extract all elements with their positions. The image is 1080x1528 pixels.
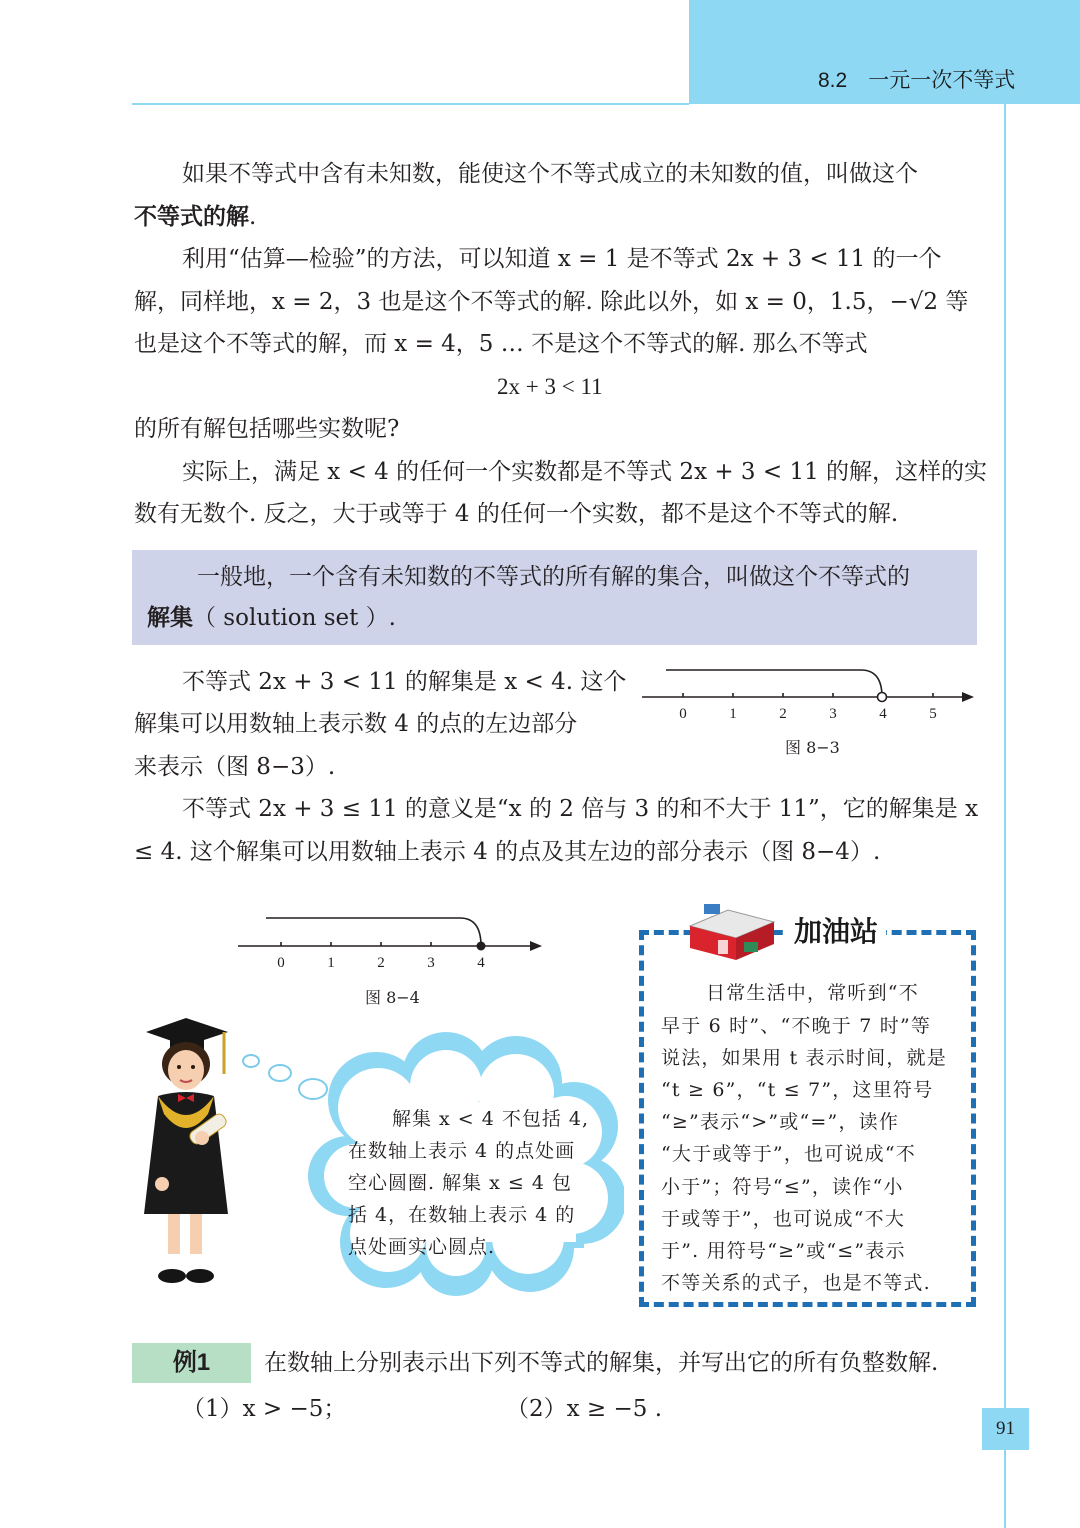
definition-line-1: 一般地，一个含有未知数的不等式的所有解的集合，叫做这个不等式的: [197, 564, 910, 590]
paragraph-6-line-2: ≤ 4. 这个解集可以用数轴上表示 4 的点及其左边的部分表示（图 8−4）.: [134, 839, 881, 865]
tick-label-5: 5: [929, 706, 937, 722]
gas-text-line-4: “t ≥ 6”，“t ≤ 7”，这里符号: [661, 1079, 934, 1101]
gas-text-line-10: 不等关系的式子，也是不等式.: [661, 1272, 931, 1294]
tick-label-4: 4: [879, 706, 887, 722]
tick-label-3: 3: [427, 955, 435, 971]
figure-8-4-caption: 图 8−4: [365, 988, 420, 1007]
tick-label-2: 2: [779, 706, 787, 722]
gas-text-line-6: “大于或等于”，也可说成“不: [661, 1143, 916, 1165]
tick-label-1: 1: [327, 955, 335, 971]
figure-8-3-caption: 图 8−3: [785, 738, 840, 757]
period: .: [249, 204, 257, 230]
gas-station-icon: [684, 896, 780, 962]
cloud-text-line-1: 解集 x < 4 不包括 4,: [392, 1108, 590, 1130]
term-solution: 不等式的解: [134, 203, 249, 230]
paragraph-5-line-1: 不等式 2x + 3 < 11 的解集是 x < 4. 这个: [182, 669, 627, 695]
paragraph-5-line-2: 解集可以用数轴上表示数 4 的点的左边部分: [134, 711, 578, 737]
cloud-text-line-3: 空心圆圈. 解集 x ≤ 4 包: [348, 1172, 572, 1194]
example-item-1: （1）x > −5；: [182, 1396, 347, 1422]
gas-text-line-8: 于或等于”，也可说成“不大: [661, 1208, 906, 1230]
paragraph-4-line-1: 实际上，满足 x < 4 的任何一个实数都是不等式 2x + 3 < 11 的解，这样的实: [182, 459, 988, 485]
paragraph-5-line-3: 来表示（图 8−3）.: [134, 754, 336, 780]
page-number: 91: [982, 1408, 1029, 1450]
example-text: 在数轴上分别表示出下列不等式的解集，并写出它的所有负整数解.: [264, 1350, 939, 1376]
example-item-2: （2）x ≥ −5 .: [506, 1396, 663, 1422]
gas-text-line-7: 小于”；符号“≤”，读作“小: [661, 1176, 904, 1198]
tick-label-1: 1: [729, 706, 737, 722]
paragraph-2-line-2: 解，同样地，x = 2，3 也是这个不等式的解. 除此以外，如 x = 0，1.5，−√2 等: [134, 289, 969, 315]
closed-endpoint: [477, 942, 486, 951]
gas-text-line-5: “≥”表示“>”或“=”，读作: [661, 1111, 900, 1133]
margin-rule: [1004, 104, 1006, 1528]
tick-label-3: 3: [829, 706, 837, 722]
thought-bubble-small: [242, 1054, 260, 1068]
graduate-girl-illustration: [128, 1014, 240, 1296]
tick-label-0: 0: [277, 955, 285, 971]
number-line-fig-8-4: [232, 908, 552, 978]
solution-arc: [266, 918, 481, 946]
gas-text-line-2: 早于 6 时”、“不晚于 7 时”等: [661, 1015, 932, 1037]
cloud-text-line-5: 点处画实心圆点.: [348, 1236, 496, 1258]
gas-text-line-3: 说法，如果用 t 表示时间，就是: [661, 1047, 947, 1069]
tick-label-2: 2: [377, 955, 385, 971]
gas-text-line-9: 于”. 用符号“≥”或“≤”表示: [661, 1240, 906, 1262]
solution-arc: [666, 670, 882, 697]
term-solution-set: 解集: [147, 604, 193, 631]
cloud-text-line-2: 在数轴上表示 4 的点处画: [348, 1140, 576, 1162]
tick-label-4: 4: [477, 955, 485, 971]
paragraph-2-line-1: 利用“估算—检验”的方法，可以知道 x = 1 是不等式 2x + 3 < 11 的一个: [182, 246, 942, 272]
number-line-fig-8-3: [636, 660, 981, 730]
paragraph-2-line-3: 也是这个不等式的解，而 x = 4，5 … 不是这个不等式的解. 那么不等式: [134, 331, 868, 357]
open-endpoint: [878, 693, 887, 702]
header-rule: [132, 103, 689, 105]
paragraph-4-line-2: 数有无数个. 反之，大于或等于 4 的任何一个实数，都不是这个不等式的解.: [134, 501, 899, 527]
axis-arrow: [530, 941, 542, 951]
axis-arrow: [962, 692, 974, 702]
definition-line-2: [147, 603, 396, 633]
gas-station-title: 加油站: [786, 910, 886, 950]
thought-bubble-medium: [268, 1064, 292, 1082]
tick-label-0: 0: [679, 706, 687, 722]
definition-english: （ solution set ）.: [193, 605, 396, 631]
paragraph-1-line-1: 如果不等式中含有未知数，能使这个不等式成立的未知数的值，叫做这个: [182, 161, 918, 187]
paragraph-1-line-2: [134, 202, 256, 232]
paragraph-3: 的所有解包括哪些实数呢?: [134, 416, 400, 442]
section-title: 8.2 一元一次不等式: [818, 69, 1016, 92]
cloud-text-line-4: 括 4，在数轴上表示 4 的: [348, 1204, 576, 1226]
example-label: 例1: [132, 1343, 251, 1383]
gas-text-line-1: 日常生活中，常听到“不: [706, 982, 919, 1004]
paragraph-6-line-1: 不等式 2x + 3 ≤ 11 的意义是“x 的 2 倍与 3 的和不大于 11”，它的解集是 x: [182, 796, 979, 822]
display-formula: 2x + 3 < 11: [497, 374, 603, 399]
